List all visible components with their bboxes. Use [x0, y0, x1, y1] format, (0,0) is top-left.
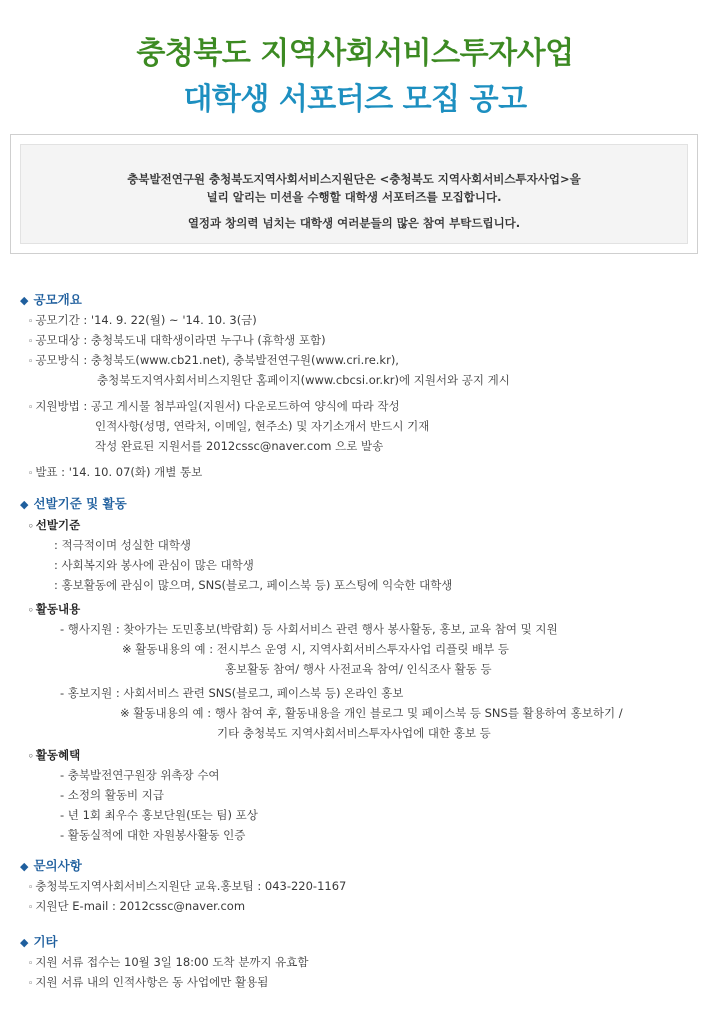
- activity-title-text: 활동내용: [35, 602, 81, 616]
- activity-pr: - 홍보지원 : 사회서비스 관련 SNS(블로그, 페이스북 등) 온라인 홍보: [60, 686, 404, 700]
- intro-line-1: 충북발전연구원 충청북도지역사회서비스지원단은 <충청북도 지역사회서비스투자사업>을: [127, 172, 581, 186]
- intro-line-3: 열정과 창의력 넘치는 대학생 여러분들의 많은 참여 부탁드립니다.: [187, 216, 521, 230]
- overview-announce-text: 발표 : '14. 10. 07(화) 개별 통보: [35, 465, 203, 479]
- contact-email: [28, 898, 245, 914]
- criteria-item: : 적극적이며 성실한 대학생: [54, 538, 192, 552]
- ring-bullet-icon: ◦: [28, 317, 34, 327]
- benefit-title: [28, 747, 80, 763]
- activity-pr-example: ※ 활동내용의 예 : 행사 참여 후, 활동내용을 개인 블로그 및 페이스북 등 SNS를 활용하여 홍보하기 /: [120, 706, 623, 720]
- etc-note-text: 지원 서류 접수는 10월 3일 18:00 도착 분까지 유효함: [35, 955, 309, 969]
- activity-pr-example-cont: 기타 충청북도 지역사회서비스투자사업에 대한 홍보 등: [217, 726, 491, 740]
- ring-bullet-icon: ◦: [28, 903, 34, 913]
- section-etc-heading: [20, 932, 58, 950]
- criteria-title-text: 선발기준: [35, 518, 81, 532]
- section-overview-heading: [20, 290, 82, 308]
- ring-bullet-icon: ◦: [28, 403, 34, 413]
- activity-event-example: ※ 활동내용의 예 : 전시부스 운영 시, 지역사회서비스투자사업 리플릿 배부 등: [122, 642, 509, 656]
- activity-event-example-cont: 홍보활동 참여/ 행사 사전교육 참여/ 인식조사 활동 등: [225, 662, 492, 676]
- overview-apply-cont-2: 작성 완료된 지원서를 2012cssc@naver.com 으로 발송: [95, 439, 384, 453]
- etc-note: [28, 954, 309, 970]
- diamond-icon: ◆: [20, 860, 29, 873]
- ring-bullet-icon: ◦: [28, 606, 34, 616]
- overview-method: [28, 352, 399, 368]
- intro-line-2: 널리 알리는 미션을 수행할 대학생 서포터즈를 모집합니다.: [206, 190, 502, 204]
- overview-period-text: 공모기간 : '14. 9. 22(월) ~ '14. 10. 3(금): [35, 313, 257, 327]
- overview-apply-cont-1: 인적사항(성명, 연락처, 이메일, 현주소) 및 자기소개서 반드시 기재: [95, 419, 430, 433]
- page-title: 충청북도 지역사회서비스투자사업: [136, 36, 574, 71]
- benefit-item: - 충북발전연구원장 위촉장 수여: [60, 768, 220, 782]
- activity-event: - 행사지원 : 찾아가는 도민홍보(박람회) 등 사회서비스 관련 행사 봉사활동, 홍보, 교육 참여 및 지원: [60, 622, 558, 636]
- criteria-item: : 홍보활동에 관심이 많으며, SNS(블로그, 페이스북 등) 포스팅에 익숙한 대학생: [54, 578, 453, 592]
- section-heading-label: 문의사항: [33, 858, 82, 873]
- overview-method-text: 공모방식 : 충청북도(www.cb21.net), 충북발전연구원(www.cri.re.kr),: [35, 353, 399, 367]
- diamond-icon: ◆: [20, 936, 29, 949]
- criteria-item: : 사회복지와 봉사에 관심이 많은 대학생: [54, 558, 254, 572]
- etc-note-text: 지원 서류 내의 인적사항은 동 사업에만 활용됨: [35, 975, 269, 989]
- overview-target: [28, 332, 326, 348]
- criteria-title: [28, 517, 80, 533]
- intro-inner: [20, 144, 688, 244]
- contact-email-text: 지원단 E-mail : 2012cssc@naver.com: [35, 899, 246, 913]
- ring-bullet-icon: ◦: [28, 337, 34, 347]
- intro-box: [10, 134, 698, 254]
- overview-apply-text: 지원방법 : 공고 게시물 첨부파일(지원서) 다운로드하여 양식에 따라 작성: [35, 399, 400, 413]
- overview-method-cont: 충청북도지역사회서비스지원단 홈페이지(www.cbcsi.or.kr)에 지원서와 공지 게시: [97, 373, 510, 387]
- diamond-icon: ◆: [20, 498, 29, 511]
- page-subtitle: 대학생 서포터즈 모집 공고: [183, 82, 527, 117]
- ring-bullet-icon: ◦: [28, 752, 34, 762]
- section-heading-label: 선발기준 및 활동: [33, 496, 127, 511]
- contact-phone: [28, 878, 346, 894]
- section-selection-heading: [20, 494, 127, 512]
- ring-bullet-icon: ◦: [28, 959, 34, 969]
- overview-announce: [28, 464, 202, 480]
- benefit-item: - 년 1회 최우수 홍보단원(또는 팀) 포상: [60, 808, 258, 822]
- benefit-title-text: 활동혜택: [35, 748, 81, 762]
- etc-note: [28, 974, 268, 990]
- overview-period: [28, 312, 257, 328]
- activity-title: [28, 601, 80, 617]
- section-heading-label: 공모개요: [33, 292, 82, 307]
- section-heading-label: 기타: [33, 934, 58, 949]
- ring-bullet-icon: ◦: [28, 357, 34, 367]
- overview-apply: [28, 398, 400, 414]
- diamond-icon: ◆: [20, 294, 29, 307]
- ring-bullet-icon: ◦: [28, 469, 34, 479]
- section-contact-heading: [20, 856, 82, 874]
- ring-bullet-icon: ◦: [28, 883, 34, 893]
- contact-phone-text: 충청북도지역사회서비스지원단 교육.홍보팀 : 043-220-1167: [35, 879, 347, 893]
- overview-target-text: 공모대상 : 충청북도내 대학생이라면 누구나 (휴학생 포함): [35, 333, 326, 347]
- ring-bullet-icon: ◦: [28, 979, 34, 989]
- benefit-item: - 소정의 활동비 지급: [60, 788, 164, 802]
- ring-bullet-icon: ◦: [28, 522, 34, 532]
- benefit-item: - 활동실적에 대한 자원봉사활동 인증: [60, 828, 246, 842]
